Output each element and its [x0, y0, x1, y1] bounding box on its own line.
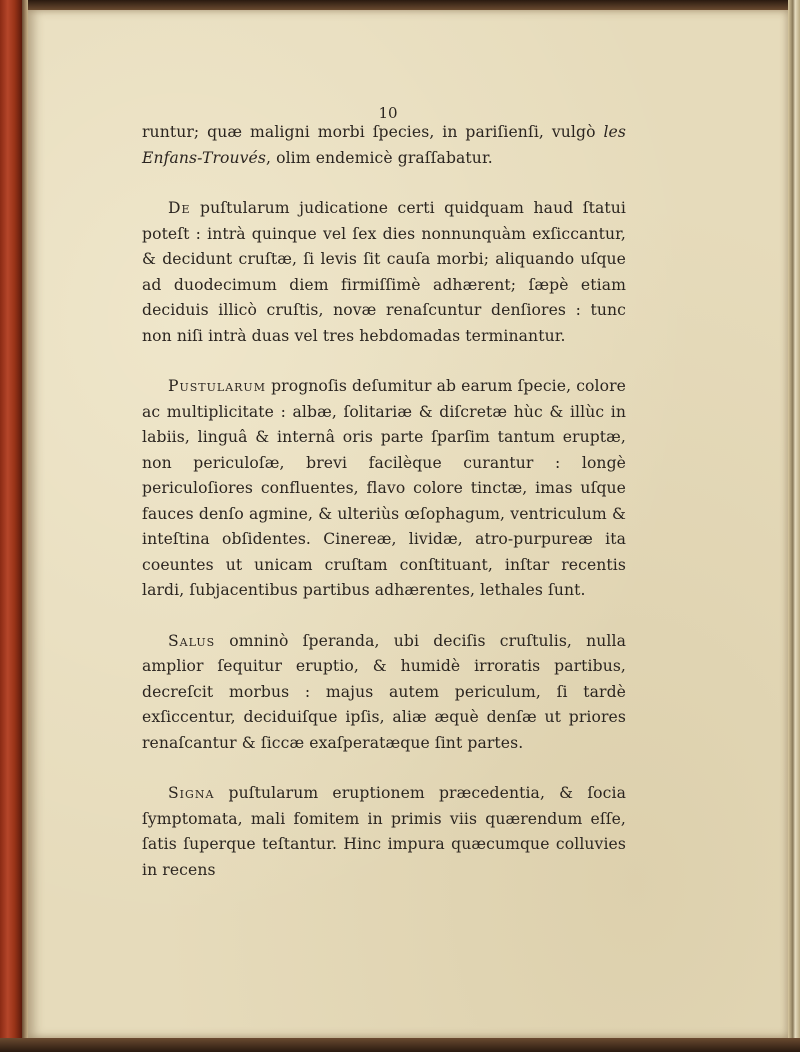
paragraph-5 — [142, 781, 626, 883]
book-binding-spine — [0, 0, 22, 1052]
book-bottom-edge — [0, 1038, 800, 1052]
paragraph-3-body: prognoſis deſumitur ab earum ſpecie, colore ac multiplicitate : albæ, ſolitariæ & diſcretæ hùc & illùc in labiis, linguâ & internâ oris parte ſparſim tantum eruptæ, non periculoſæ, brevi facilèque curantur : longè periculoſiores confluentes, flavo colore tinctæ, imas uſque fauces denſo agmine, & ulteriùs œſophagum, ventriculum & inteſtina obſidentes. Cinereæ, lividæ, atro-purpureæ ita coeuntes ut unicam cruſtam conſtituant, inſtar recentis lardi, ſubjacentibus partibus adhærentes, lethales ſunt. — [142, 377, 626, 599]
paragraph-3 — [142, 374, 626, 604]
paragraph-2-body: puſtularum judicatione certi quidquam haud ſtatui poteſt : intrà quinque vel ſex dies nonnunquàm exſiccantur, & decidunt cruſtæ, ſi levis ſit cauſa morbi; aliquando uſque ad duodecimum diem firmiſſimè adhærent; ſæpè etiam deciduis illicò cruſtis, novæ renaſcuntur denſiores : tunc non niſi intrà duas vel tres hebdomadas terminantur. — [142, 199, 626, 345]
paragraph-1-seg-1: runtur; quæ maligni morbi ſpecies, in pariſienſi, vulgò — [142, 123, 604, 141]
page-number: 10 — [378, 104, 398, 122]
page-fore-edge — [788, 0, 800, 1052]
paragraph-5-lead: Signa — [168, 784, 215, 802]
paragraph-3-lead: Pustularum — [168, 377, 266, 395]
book-top-edge — [0, 0, 800, 10]
paragraph-1 — [142, 120, 626, 171]
paragraph-1-seg-3: , olim endemicè graſſabatur. — [265, 148, 493, 167]
paragraph-5-body: puſtularum eruptionem præcedentia, & ſocia ſymptomata, mali fomitem in primis viis quærendum eſſe, ſatis ſuperque teſtantur. Hinc impura quæcumque colluvies in recens — [142, 784, 626, 879]
paragraph-2 — [142, 196, 626, 349]
paragraph-4 — [142, 629, 626, 757]
paragraph-2-lead: De — [168, 199, 191, 217]
paragraph-4-body: omninò ſperanda, ubi deciſis cruſtulis, nulla amplior ſequitur eruptio, & humidè irroratis partibus, decreſcit morbus : majus autem periculum, ſi tardè exſiccentur, deciduiſque ipſis, aliæ æquè denſæ ut priores renaſcantur & ſiccæ exaſperatæque ſint partes. — [142, 631, 626, 752]
paragraph-1-seg-2-italic: les Enfans-Trouvés — [142, 123, 626, 167]
paragraph-4-lead: Salus — [168, 631, 216, 650]
page-text-block — [142, 100, 626, 883]
